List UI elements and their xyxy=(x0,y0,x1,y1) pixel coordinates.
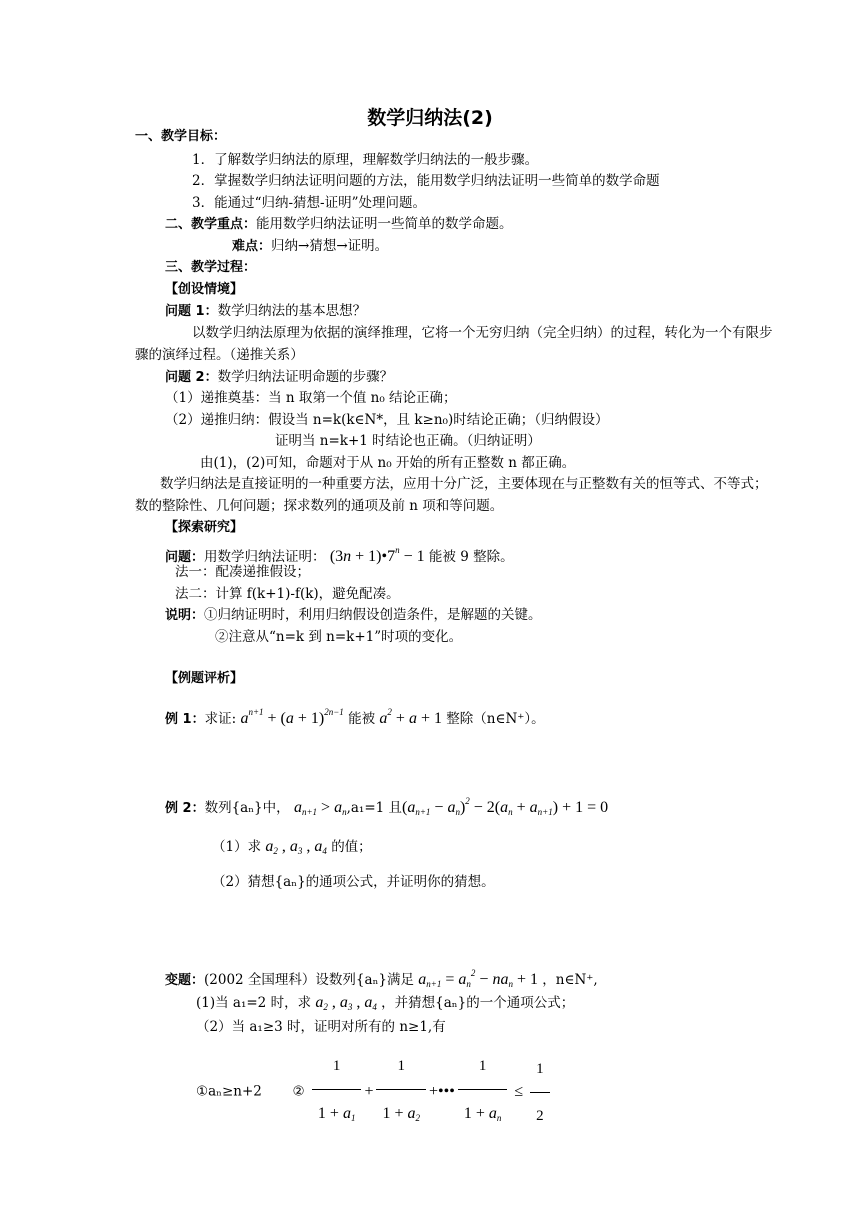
question-1 xyxy=(165,302,366,321)
note-label: 说明： xyxy=(165,608,205,623)
difficulty-label: 难点： xyxy=(232,239,272,254)
formula-example-1-divisor: $a^2 + a + 1$ xyxy=(379,707,442,727)
example-1 xyxy=(165,703,545,729)
section-heading-key-points: 二、教学重点： xyxy=(165,217,257,232)
objective-item: 2．掌握数学归纳法证明问题的方法，能用数学归纳法证明一些简单的数学命题 xyxy=(192,173,660,189)
variant-claims xyxy=(196,1046,553,1124)
method-1: 法一：配凑递推假设； xyxy=(175,564,310,580)
formula-monotone: $a_{n+1} > a_n$ xyxy=(293,799,347,817)
subheading-examples: 【例题评析】 xyxy=(165,671,244,686)
key-points xyxy=(165,215,513,234)
formula-inequality: $\frac{1}{1 + a_1}$ + $\frac{1}{1 + a_2}$ +••• $\frac{1}{1 + a_n}$ ≤ $\frac{1}{2}$ xyxy=(309,1084,553,1100)
section-heading-process: 三、教学过程： xyxy=(165,260,257,275)
example-1-pre: 求证: xyxy=(204,711,237,727)
variant-tail: ，n∈N⁺, xyxy=(542,972,598,988)
key-points-text: 能用数学归纳法证明一些简单的数学命题。 xyxy=(256,216,513,232)
question-1-label: 问题 1： xyxy=(165,304,218,319)
variant-label: 变题： xyxy=(165,973,205,988)
section-heading-objectives: 一、教学目标： xyxy=(135,129,227,144)
example-2-mid: ,a₁=1 且 xyxy=(346,800,403,816)
example-2-label: 例 2： xyxy=(165,801,205,816)
formula-recurrence: $(a_{n+1} - a_n)^2 - 2(a_n + a_{n+1}) + 1 = 0$ xyxy=(402,796,609,817)
question-2-label: 问题 2： xyxy=(165,370,218,385)
note-2: ②注意从“n=k 到 n=k+1”时项的变化。 xyxy=(215,629,463,645)
example-1-label: 例 1： xyxy=(165,712,205,727)
example-2-pre: 数列{aₙ}中， xyxy=(204,800,290,816)
formula-variant-terms: $a_2$ , $a_3$ , $a_4$ xyxy=(315,994,377,1012)
variant-part-1-tail: ，并猜想{aₙ}的一个通项公式； xyxy=(381,995,575,1011)
step-conclusion: 由(1)，(2)可知，命题对于从 n₀ 开始的所有正整数 n 都正确。 xyxy=(200,455,576,471)
claim-2-label: ② xyxy=(292,1083,305,1100)
question-2 xyxy=(165,368,393,387)
answer-1-line: 骤的演绎过程。（递推关系） xyxy=(135,347,304,363)
question-2-text: 数学归纳法证明命题的步骤？ xyxy=(217,369,394,385)
step-2: （2）递推归纳：假设当 n=k(k∈N*，且 k≥n₀)时结论正确；（归纳假设） xyxy=(165,412,609,428)
objective-item: 1．了解数学归纳法的原理，理解数学归纳法的一般步骤。 xyxy=(192,152,539,168)
note-1-text: ①归纳证明时，利用归纳假设创造条件，是解题的关键。 xyxy=(204,607,542,623)
variant-part-1 xyxy=(196,994,574,1016)
example-2-part-1 xyxy=(212,838,372,860)
note-1 xyxy=(165,606,542,625)
difficulty xyxy=(232,237,388,256)
formula-example-1: $a^{n+1} + (a + 1)^{2n-1}$ xyxy=(240,707,344,727)
claim-1: ①aₙ≥n+2 xyxy=(196,1083,262,1100)
page-title: 数学归纳法(2) xyxy=(367,107,493,129)
summary-line: 数的整除性、几何问题；探求数列的通项及前 n 项和等问题。 xyxy=(135,498,504,514)
subheading-exploration: 【探索研究】 xyxy=(165,520,244,535)
exploration-question-tail: 能被 9 整除。 xyxy=(428,549,514,565)
formula-divisibility: $(3n + 1)•7^n - 1$ xyxy=(329,545,425,565)
example-2 xyxy=(165,792,608,821)
formula-terms: $a_2$ , $a_3$ , $a_4$ xyxy=(265,838,327,856)
example-2-part-1-tail: 的值； xyxy=(331,839,372,855)
exploration-question-text: 用数学归纳法证明： xyxy=(204,549,326,565)
question-1-text: 数学归纳法的基本思想？ xyxy=(217,303,367,319)
variant xyxy=(165,964,598,993)
summary-line: 数学归纳法是直接证明的一种重要方法，应用十分广泛，主要体现在与正整数有关的恒等式、不等式； xyxy=(160,476,768,492)
formula-variant-recurrence: $a_{n+1} = a_n^2 - na_n + 1$ xyxy=(418,968,538,989)
subheading-situation: 【创设情境】 xyxy=(165,282,244,297)
example-1-tail2: 整除（n∈N⁺）。 xyxy=(446,711,545,727)
step-1: （1）递推奠基：当 n 取第一个值 n₀ 结论正确； xyxy=(165,390,457,406)
example-1-tail: 能被 xyxy=(348,711,376,727)
example-2-part-2: （2）猜想{aₙ}的通项公式，并证明你的猜想。 xyxy=(212,874,495,890)
variant-part-2: （2）当 a₁≥3 时，证明对所有的 n≥1,有 xyxy=(196,1019,446,1035)
variant-part-1-pre: (1)当 a₁=2 时，求 xyxy=(196,995,312,1011)
example-2-part-1-pre: （1）求 xyxy=(212,839,262,855)
variant-text: (2002 全国理科）设数列{aₙ}满足 xyxy=(204,972,414,988)
difficulty-text: 归纳→猜想→证明。 xyxy=(271,238,389,254)
answer-1-line: 以数学归纳法原理为依据的演绎推理，它将一个无穷归纳（完全归纳）的过程，转化为一个有限步 xyxy=(192,325,773,341)
method-2: 法二：计算 f(k+1)-f(k)，避免配凑。 xyxy=(175,586,400,602)
exploration-question-label: 问题： xyxy=(165,550,205,565)
step-2-proof: 证明当 n=k+1 时结论也正确。（归纳证明） xyxy=(275,433,541,449)
objective-item: 3．能通过“归纳-猜想-证明”处理问题。 xyxy=(192,195,427,211)
